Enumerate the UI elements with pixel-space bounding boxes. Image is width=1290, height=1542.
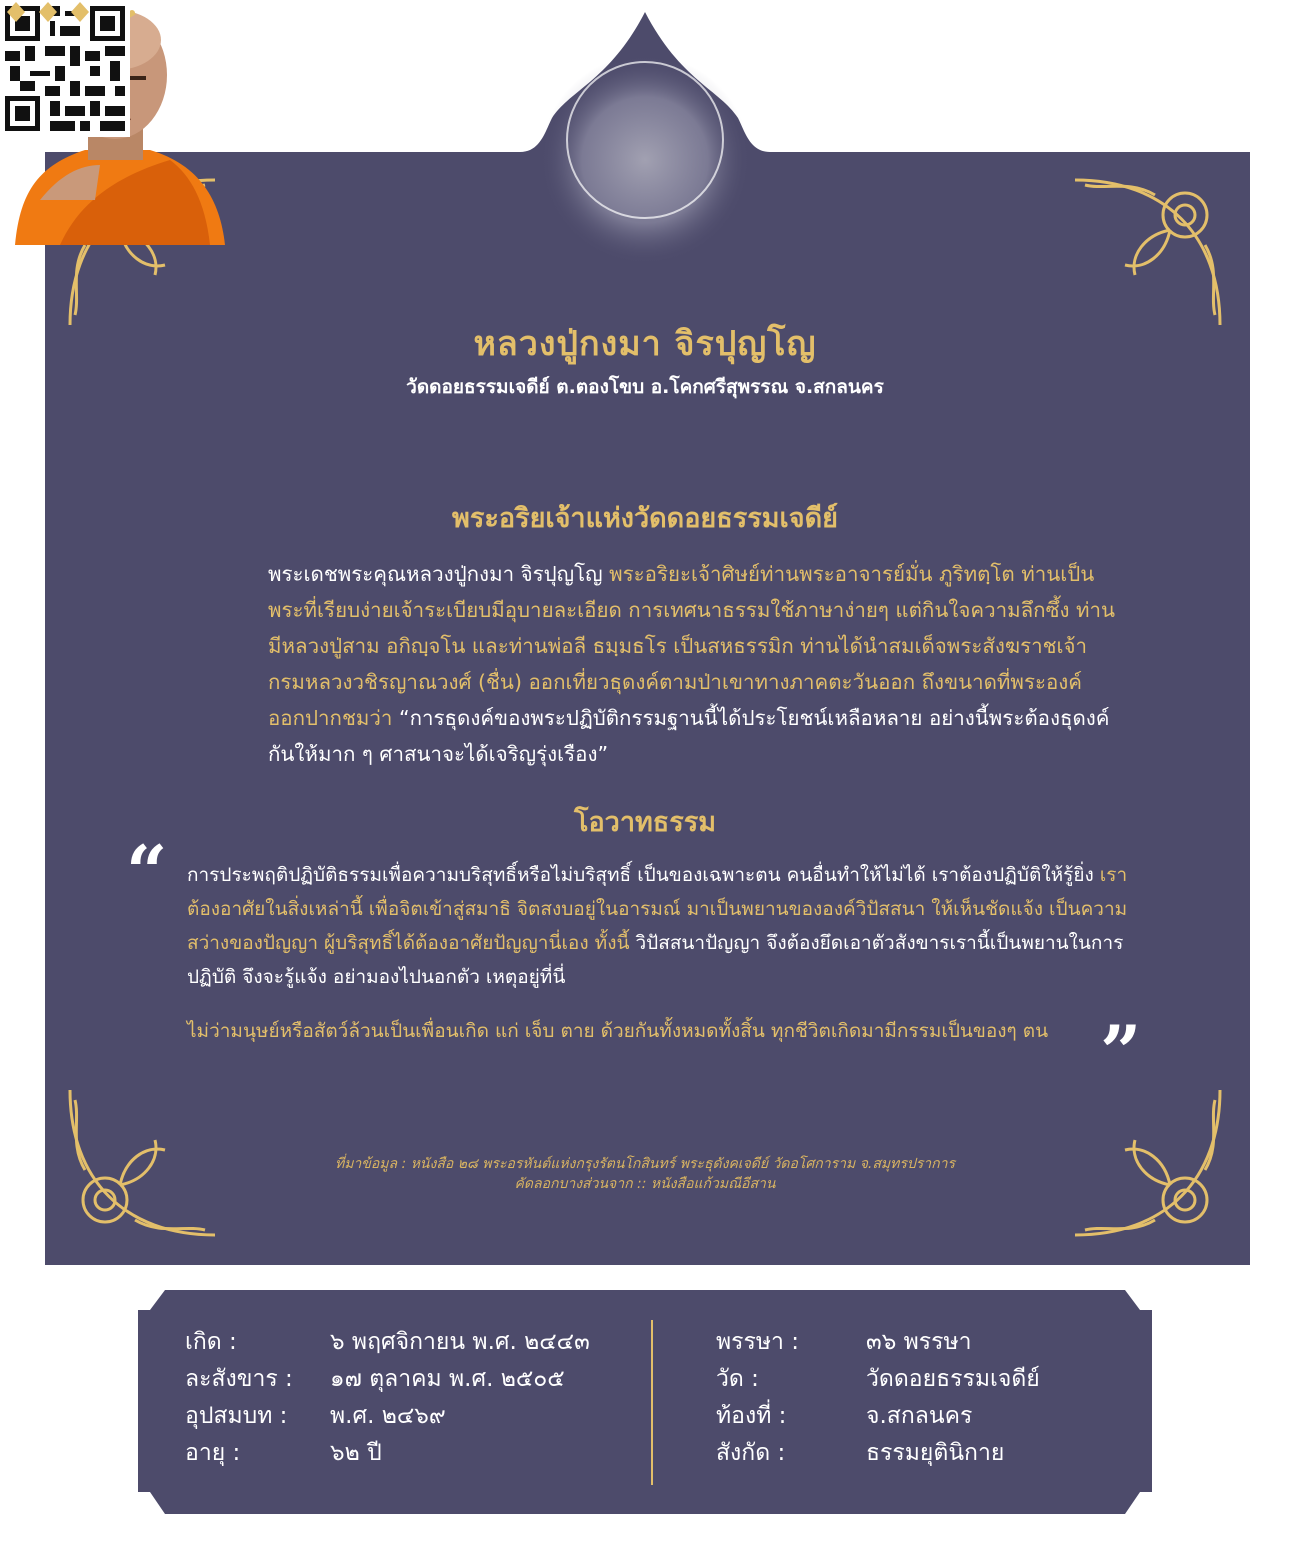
teaching-line xyxy=(187,960,1177,994)
teaching-line xyxy=(187,892,1177,926)
info-label: พรรษา : xyxy=(716,1329,800,1355)
bio-paragraph xyxy=(268,556,1198,772)
info-label: วัด : xyxy=(716,1366,759,1392)
source-line-1: ที่มาข้อมูล : หนังสือ ๒๘ พระอรหันต์แห่งกรุงรัตนโกสินทร์ พระธุดังคเจดีย์ วัดอโศการาม จ.สมุทรปราการ xyxy=(334,1156,956,1172)
bio-text: กรมหลวงวชิรญาณวงศ์ (ชื่น) ออกเที่ยวธุดงค์ตามป่าเขาทางภาคตะวันออก ถึงขนาดที่พระองค์ xyxy=(268,670,1083,694)
bio-text: “การธุดงค์ของพระปฏิบัติกรรมฐานนี้ได้ประโยชน์เหลือหลาย อย่างนี้พระต้องธุดงค์ xyxy=(398,706,1110,730)
bio-text: กันให้มาก ๆ ศาสนาจะได้เจริญรุ่งเรือง” xyxy=(268,742,609,766)
bio-text: ออกปากชมว่า xyxy=(268,706,399,730)
teaching-last-line: ไม่ว่ามนุษย์หรือสัตว์ล้วนเป็นเพื่อนเกิด แก่ เจ็บ ตาย ด้วยกันทั้งหมดทั้งสิ้น ทุกชีวิตเกิดมามีกรรมเป็นของๆ ตน xyxy=(187,1020,1049,1042)
bio-line xyxy=(268,664,1198,700)
bio-text: พระที่เรียบง่ายเจ้าระเบียบมีอุบายละเอียด การเทศนาธรรมใช้ภาษาง่ายๆ แต่กินใจความลึกซึ้ง ท่าน xyxy=(268,598,1116,622)
info-value: วัดดอยธรรมเจดีย์ xyxy=(866,1366,1040,1392)
teaching-text: การประพฤติปฏิบัติธรรมเพื่อความบริสุทธิ์หรือไม่บริสุทธิ์ เป็นของเฉพาะตน คนอื่นทำให้ไม่ได้ เราต้องปฏิบัติให้รู้ยิ่ง xyxy=(187,864,1100,886)
info-label: สังกัด : xyxy=(716,1440,786,1466)
source-line-2: คัดลอกบางส่วนจาก :: หนังสือแก้วมณีอีสาน xyxy=(514,1176,776,1192)
corner-ornament-icon xyxy=(1070,175,1225,330)
bio-line xyxy=(268,736,1198,772)
teaching-text: สว่างของปัญญา ผู้บริสุทธิ์ได้ต้องอาศัยปัญญานี่เอง ทั้งนี้ xyxy=(187,932,636,954)
bio-line xyxy=(268,628,1198,664)
teaching-text: วิปัสสนาปัญญา จึงต้องยึดเอาตัวสังขารเรานี้เป็นพยานในการ xyxy=(635,932,1124,954)
page-title: หลวงปู่กงมา จิรปุญโญ xyxy=(473,324,817,364)
teaching-line xyxy=(187,926,1177,960)
info-box xyxy=(0,1280,1290,1542)
bio-line xyxy=(268,592,1198,628)
close-quote-icon: ” xyxy=(1100,1009,1142,1094)
info-label: อายุ : xyxy=(185,1440,241,1466)
temple-address: วัดดอยธรรมเจดีย์ ต.ตองโขบ อ.โคกศรีสุพรรณ จ.สกลนคร xyxy=(406,376,884,398)
info-label: ละสังขาร : xyxy=(185,1366,293,1392)
bio-line xyxy=(268,700,1198,736)
bio-text: มีหลวงปู่สาม อกิญฺจโน และท่านพ่อลี ธมฺมธโร เป็นสหธรรมิก ท่านได้นำสมเด็จพระสังฆราชเจ้า xyxy=(268,634,1088,658)
info-value: ๖ พฤศจิกายน พ.ศ. ๒๔๔๓ xyxy=(330,1329,590,1355)
info-label: ท้องที่ : xyxy=(716,1403,787,1429)
source-credit xyxy=(0,1154,1290,1194)
bio-line xyxy=(268,556,1198,592)
open-quote-icon: “ xyxy=(126,829,168,914)
info-label: เกิด : xyxy=(185,1329,237,1355)
teaching-line xyxy=(187,858,1177,892)
info-label: อุปสมบท : xyxy=(185,1403,288,1429)
diamond-icon xyxy=(0,0,96,24)
info-value: ๖๒ ปี xyxy=(330,1440,382,1466)
teaching-text: ต้องอาศัยในสิ่งเหล่านี้ เพื่อจิตเข้าสู่สมาธิ จิตสงบอยู่ในอารมณ์ มาเป็นพยานขององค์วิปัสสนา ให้เห็นชัดแจ้ง เป็นความ xyxy=(187,898,1128,920)
info-value: จ.สกลนคร xyxy=(866,1403,973,1429)
teaching-text: ปฏิบัติ จึงจะรู้แจ้ง อย่ามองไปนอกตัว เหตุอยู่ที่นี่ xyxy=(187,966,566,988)
bio-text: พระเดชพระคุณหลวงปู่กงมา จิรปุญโญ xyxy=(268,562,610,586)
teaching-paragraph xyxy=(187,858,1177,994)
info-value: พ.ศ. ๒๔๖๙ xyxy=(330,1403,446,1429)
info-value: ๑๗ ตุลาคม พ.ศ. ๒๕๐๕ xyxy=(330,1366,565,1392)
info-value: ธรรมยุตินิกาย xyxy=(866,1440,1005,1466)
section-heading-teaching: โอวาทธรรม xyxy=(573,807,717,838)
section-heading-bio: พระอริยเจ้าแห่งวัดดอยธรรมเจดีย์ xyxy=(452,503,838,534)
teaching-text: เรา xyxy=(1099,864,1128,886)
info-value: ๓๖ พรรษา xyxy=(866,1329,972,1355)
bio-text: พระอริยะเจ้าศิษย์ท่านพระอาจารย์มั่น ภูริทตฺโต ท่านเป็น xyxy=(609,562,1095,586)
